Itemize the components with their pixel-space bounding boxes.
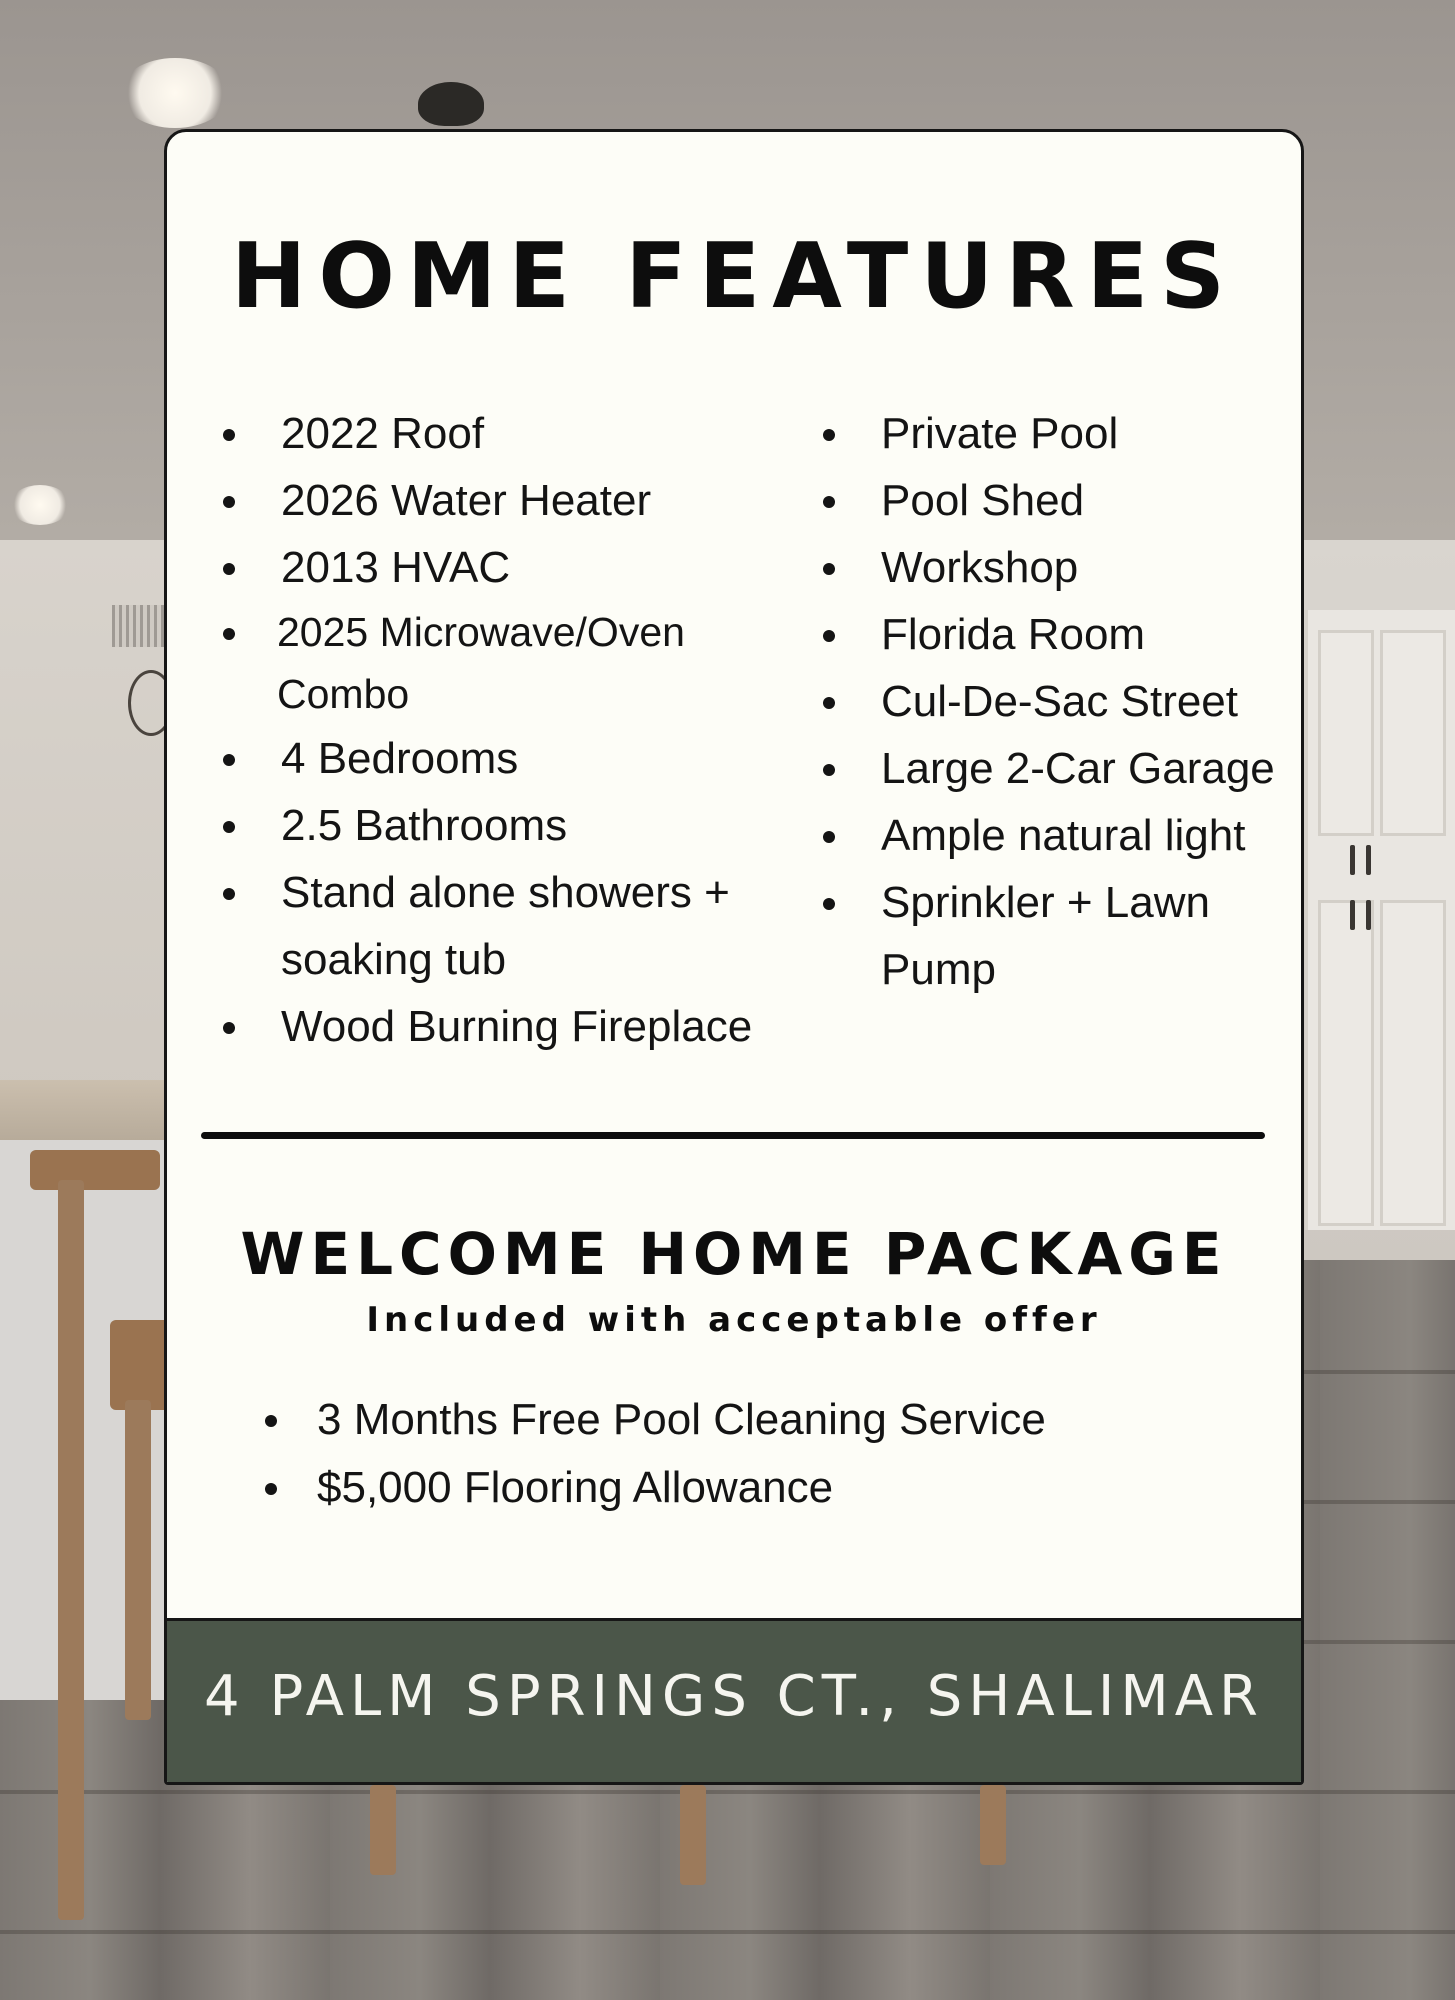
list-item: Cul-De-Sac Street	[817, 668, 1304, 735]
welcome-package-note: Included with acceptable offer	[366, 1300, 1102, 1340]
list-item: Workshop	[817, 534, 1304, 601]
list-item: 2026 Water Heater	[217, 467, 777, 534]
section-divider	[201, 1132, 1265, 1139]
property-address: 4 PALM SPRINGS CT., SHALIMAR	[204, 1664, 1264, 1729]
list-item: Sprinkler + Lawn Pump	[817, 869, 1304, 1003]
welcome-package-list	[259, 1386, 1259, 1522]
list-item: Florida Room	[817, 601, 1304, 668]
list-item: Pool Shed	[817, 467, 1304, 534]
list-item: 2022 Roof	[217, 400, 777, 467]
list-item: Wood Burning Fireplace	[217, 993, 777, 1060]
features-card	[164, 129, 1304, 1785]
list-item: Large 2-Car Garage	[817, 735, 1304, 802]
home-features-title: HOME FEATURES	[231, 224, 1237, 329]
list-item: $5,000 Flooring Allowance	[259, 1454, 1259, 1522]
list-item: Ample natural light	[817, 802, 1304, 869]
features-list-left	[217, 400, 777, 1060]
list-item: 2.5 Bathrooms	[217, 792, 777, 859]
welcome-package-title: WELCOME HOME PACKAGE	[240, 1220, 1228, 1288]
list-item: Private Pool	[817, 400, 1304, 467]
list-item: 2025 Microwave/Oven Combo	[217, 601, 777, 725]
address-banner	[167, 1618, 1301, 1785]
list-item: Stand alone showers + soaking tub	[217, 859, 777, 993]
features-list-right	[817, 400, 1304, 1003]
list-item: 4 Bedrooms	[217, 725, 777, 792]
list-item: 3 Months Free Pool Cleaning Service	[259, 1386, 1259, 1454]
list-item: 2013 HVAC	[217, 534, 777, 601]
